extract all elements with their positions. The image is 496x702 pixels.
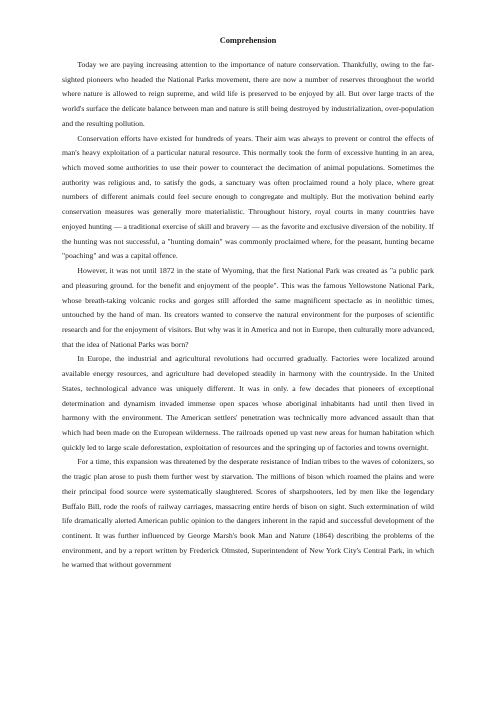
paragraph: In Europe, the industrial and agricultural revolutions had occurred gradually. Factories were localized around available energy resources, and agriculture had developed steadily in harmony with the countryside. In the United States, technological advance was uniquely different. It was in only. a few decades that pioneers of exceptional determination and dynamism invaded immense open spaces whose aboriginal inhabitants had until then lived in harmony with the environment. The American settlers' penetration was technically more advanced assault than that which had been made on the European wilderness. The railroads opened up vast new areas for human habitation which quickly led to large scale deforestation, exploitation of resources and the springing up of factories and towns overnight. (62, 354, 434, 452)
document-body (62, 58, 434, 573)
document-title: Comprehension (219, 36, 277, 45)
paragraph: Today we are paying increasing attention to the importance of nature conservation. Thankfully, owing to the far-sighted pioneers who headed the National Parks movement, there are now a number of reserves throughout the world where nature is allowed to reign supreme, and wild life is preserved to be enjoyed by all. But over large tracts of the world's surface the delicate balance between man and nature is still being destroyed by industrialization, over-population and the resulting pollution. (62, 60, 434, 128)
paragraph: Conservation efforts have existed for hundreds of years. Their aim was always to prevent or control the effects of man's heavy exploitation of a particular natural resource. This normally took the form of excessive hunting in an area, which moved some authorities to use their power to counteract the decimation of animal populations. Sometimes the authority was religious and, to satisfy the gods, a sanctuary was often proclaimed round a holy place, where great numbers of different animals could feel secure enough to congregate and multiply. But the motivation behind early conservation measures was generally more materialistic. Throughout history, royal courts in many countries have enjoyed hunting — a traditional exercise of skill and bravery — as the favorite and exclusive diversion of the nobility. If the hunting was not successful, a "hunting domain" was commonly proclaimed where, for the peasant, hunting became "poaching" and was a capital offence. (62, 133, 434, 261)
paragraph: For a time, this expansion was threatened by the desperate resistance of Indian tribes to the waves of colonizers, so the tragic plan arose to push them further west by starvation. The millions of bison which roamed the plains and were their principal food source were systematically slaughtered. Scores of sharpshooters, led by men like the legendary Buffalo Bill, rode the roofs of railway carriages, massacring entire herds of bison on sight. Such extermination of wild life dramatically alerted American public opinion to the dangers inherent in the rapid and successful development of the continent. It was further influenced by George Marsh's book Man and Nature (1864) describing the problems of the environment, and by a report written by Frederick Olmsted, Superintendent of New York City's Central Park, in which he warned that without government (62, 457, 434, 570)
paragraph: However, it was not until 1872 in the state of Wyoming, that the first National Park was created as "a public park and pleasuring ground. for the benefit and enjoyment of the people". This was the famous Yellowstone National Park, whose breath-taking volcanic rocks and gorges still afforded the same magnificent spectacle as in neolithic times, untouched by the hand of man. Its creators wanted to conserve the natural environment for the purposes of scientific research and for the enjoyment of visitors. But why was it in America and not in Europe, then culturally more advanced, that the idea of National Parks was born? (62, 266, 434, 349)
